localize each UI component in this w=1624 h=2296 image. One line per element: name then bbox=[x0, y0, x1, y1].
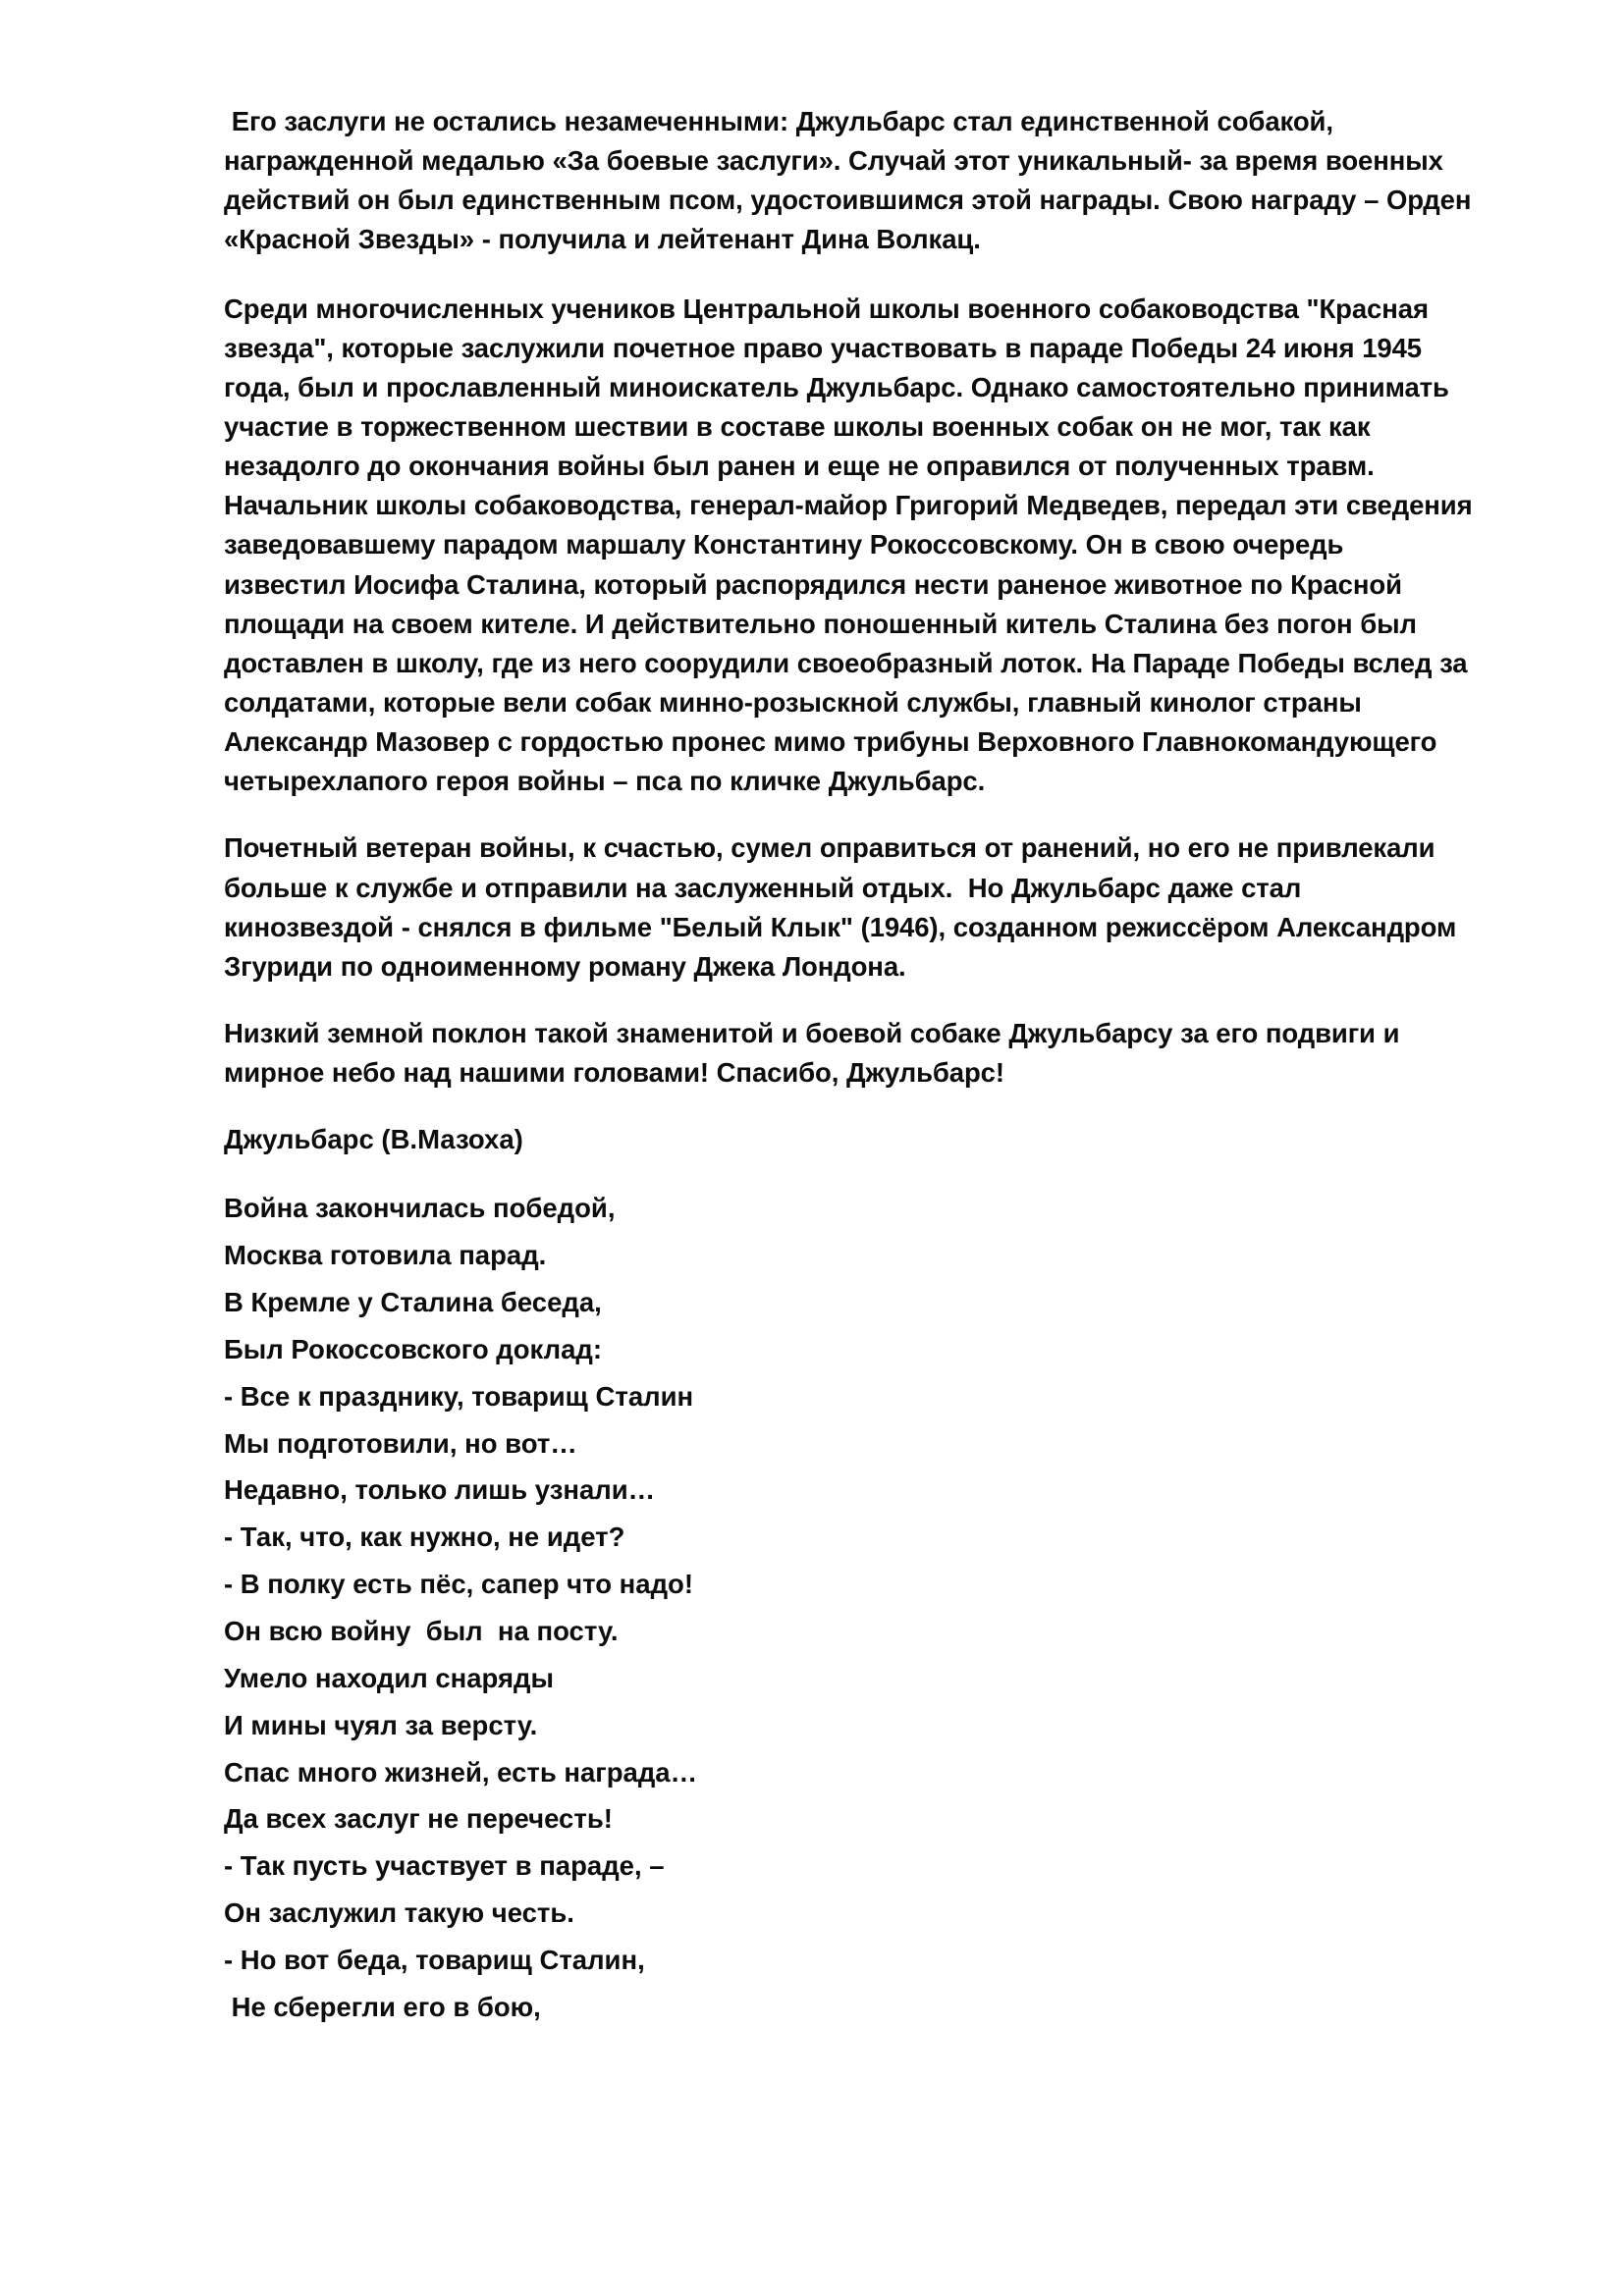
poem-line: Война закончилась победой, bbox=[224, 1193, 616, 1224]
poem-line: Был Рокоссовского доклад: bbox=[224, 1333, 603, 1364]
poem-line: Недавно, только лишь узнали… bbox=[224, 1474, 656, 1506]
paragraph-veteran-film: Почетный ветеран войны, к счастью, сумел оправиться от ранений, но его не привлекали больше к службе и отправили на заслуженный отдых. Но Джульбарс даже стал кинозвездой - снялся в фильме "Белый Клык" (1946), созданном режиссёром Александром Згуриди по одноименному роману Джека Лондона. bbox=[224, 832, 1464, 982]
poem-line: - Так, что, как нужно, не идет? bbox=[224, 1522, 625, 1553]
poem-line: - Все к празднику, товарищ Сталин bbox=[224, 1380, 694, 1412]
poem-line: - Но вот беда, товарищ Сталин, bbox=[224, 1944, 645, 1975]
poem-line: И мины чуял за версту. bbox=[224, 1709, 538, 1740]
poem-line: Он всю войну был на посту. bbox=[224, 1615, 619, 1646]
poem-line: - В полку есть пёс, сапер что надо! bbox=[224, 1569, 694, 1600]
poem-lines-list bbox=[224, 1185, 1473, 2030]
poem-line: Спас много жизней, есть награда… bbox=[224, 1756, 698, 1788]
poem-line: В Кремле у Сталина беседа, bbox=[224, 1287, 602, 1318]
poem-line: Не сберегли его в бою, bbox=[224, 1991, 541, 2022]
paragraph-tribute: Низкий земной поклон такой знаменитой и боевой собаке Джульбарсу за его подвиги и мирное небо над нашими головами! Спасибо, Джульбарс! bbox=[224, 1017, 1408, 1089]
poem-line: Да всех заслуг не перечесть! bbox=[224, 1803, 613, 1835]
poem-line: Москва готовила парад. bbox=[224, 1240, 547, 1271]
poem-line: - Так пусть участвует в параде, – bbox=[224, 1850, 665, 1882]
poem-title: Джульбарс (В.Мазоха) bbox=[224, 1124, 523, 1155]
poem-line: Умело находил снаряды bbox=[224, 1662, 554, 1693]
paragraph-intro: Его заслуги не остались незамеченными: Джульбарс стал единственной собакой, награжденной медалью «За боевые заслуги». Случай этот уникальный- за время военных действий он был единственным псом, удостоившимся этой награды. Свою награду – Орден «Красной Звезды» - получила и лейтенант Дина Волкац. bbox=[224, 106, 1480, 255]
poem-line: Мы подготовили, но вот… bbox=[224, 1427, 577, 1459]
poem-line: Он заслужил такую честь. bbox=[224, 1897, 574, 1929]
paragraph-parade-story: Среди многочисленных учеников Центральной школы военного собаководства "Красная звезда", которые заслужили почетное право участвовать в параде Победы 24 июня 1945 года, был и прославленный миноискатель Джульбарс. Однако самостоятельно принимать участие в торжественном шествии в составе школы военных собак он не мог, так как незадолго до окончания войны был ранен и еще не оправился от полученных травм. Начальник школы собаководства, генерал-майор Григорий Медведев, передал эти сведения заведовавшему парадом маршалу Константину Рокоссовскому. Он в свою очередь известил Иосифа Сталина, который распорядился нести раненое животное по Красной площади на своем кителе. И действительно поношенный китель Сталина без погон был доставлен в школу, где из него соорудили своеобразный лоток. На Параде Победы вслед за солдатами, которые вели собак минно-розыскной службы, главный кинолог страны Александр Мазовер с гордостью пронес мимо трибуны Верховного Главнокомандующего четырехлапого героя войны – пса по кличке Джульбарс. bbox=[224, 293, 1481, 797]
document-body bbox=[224, 102, 1481, 2031]
